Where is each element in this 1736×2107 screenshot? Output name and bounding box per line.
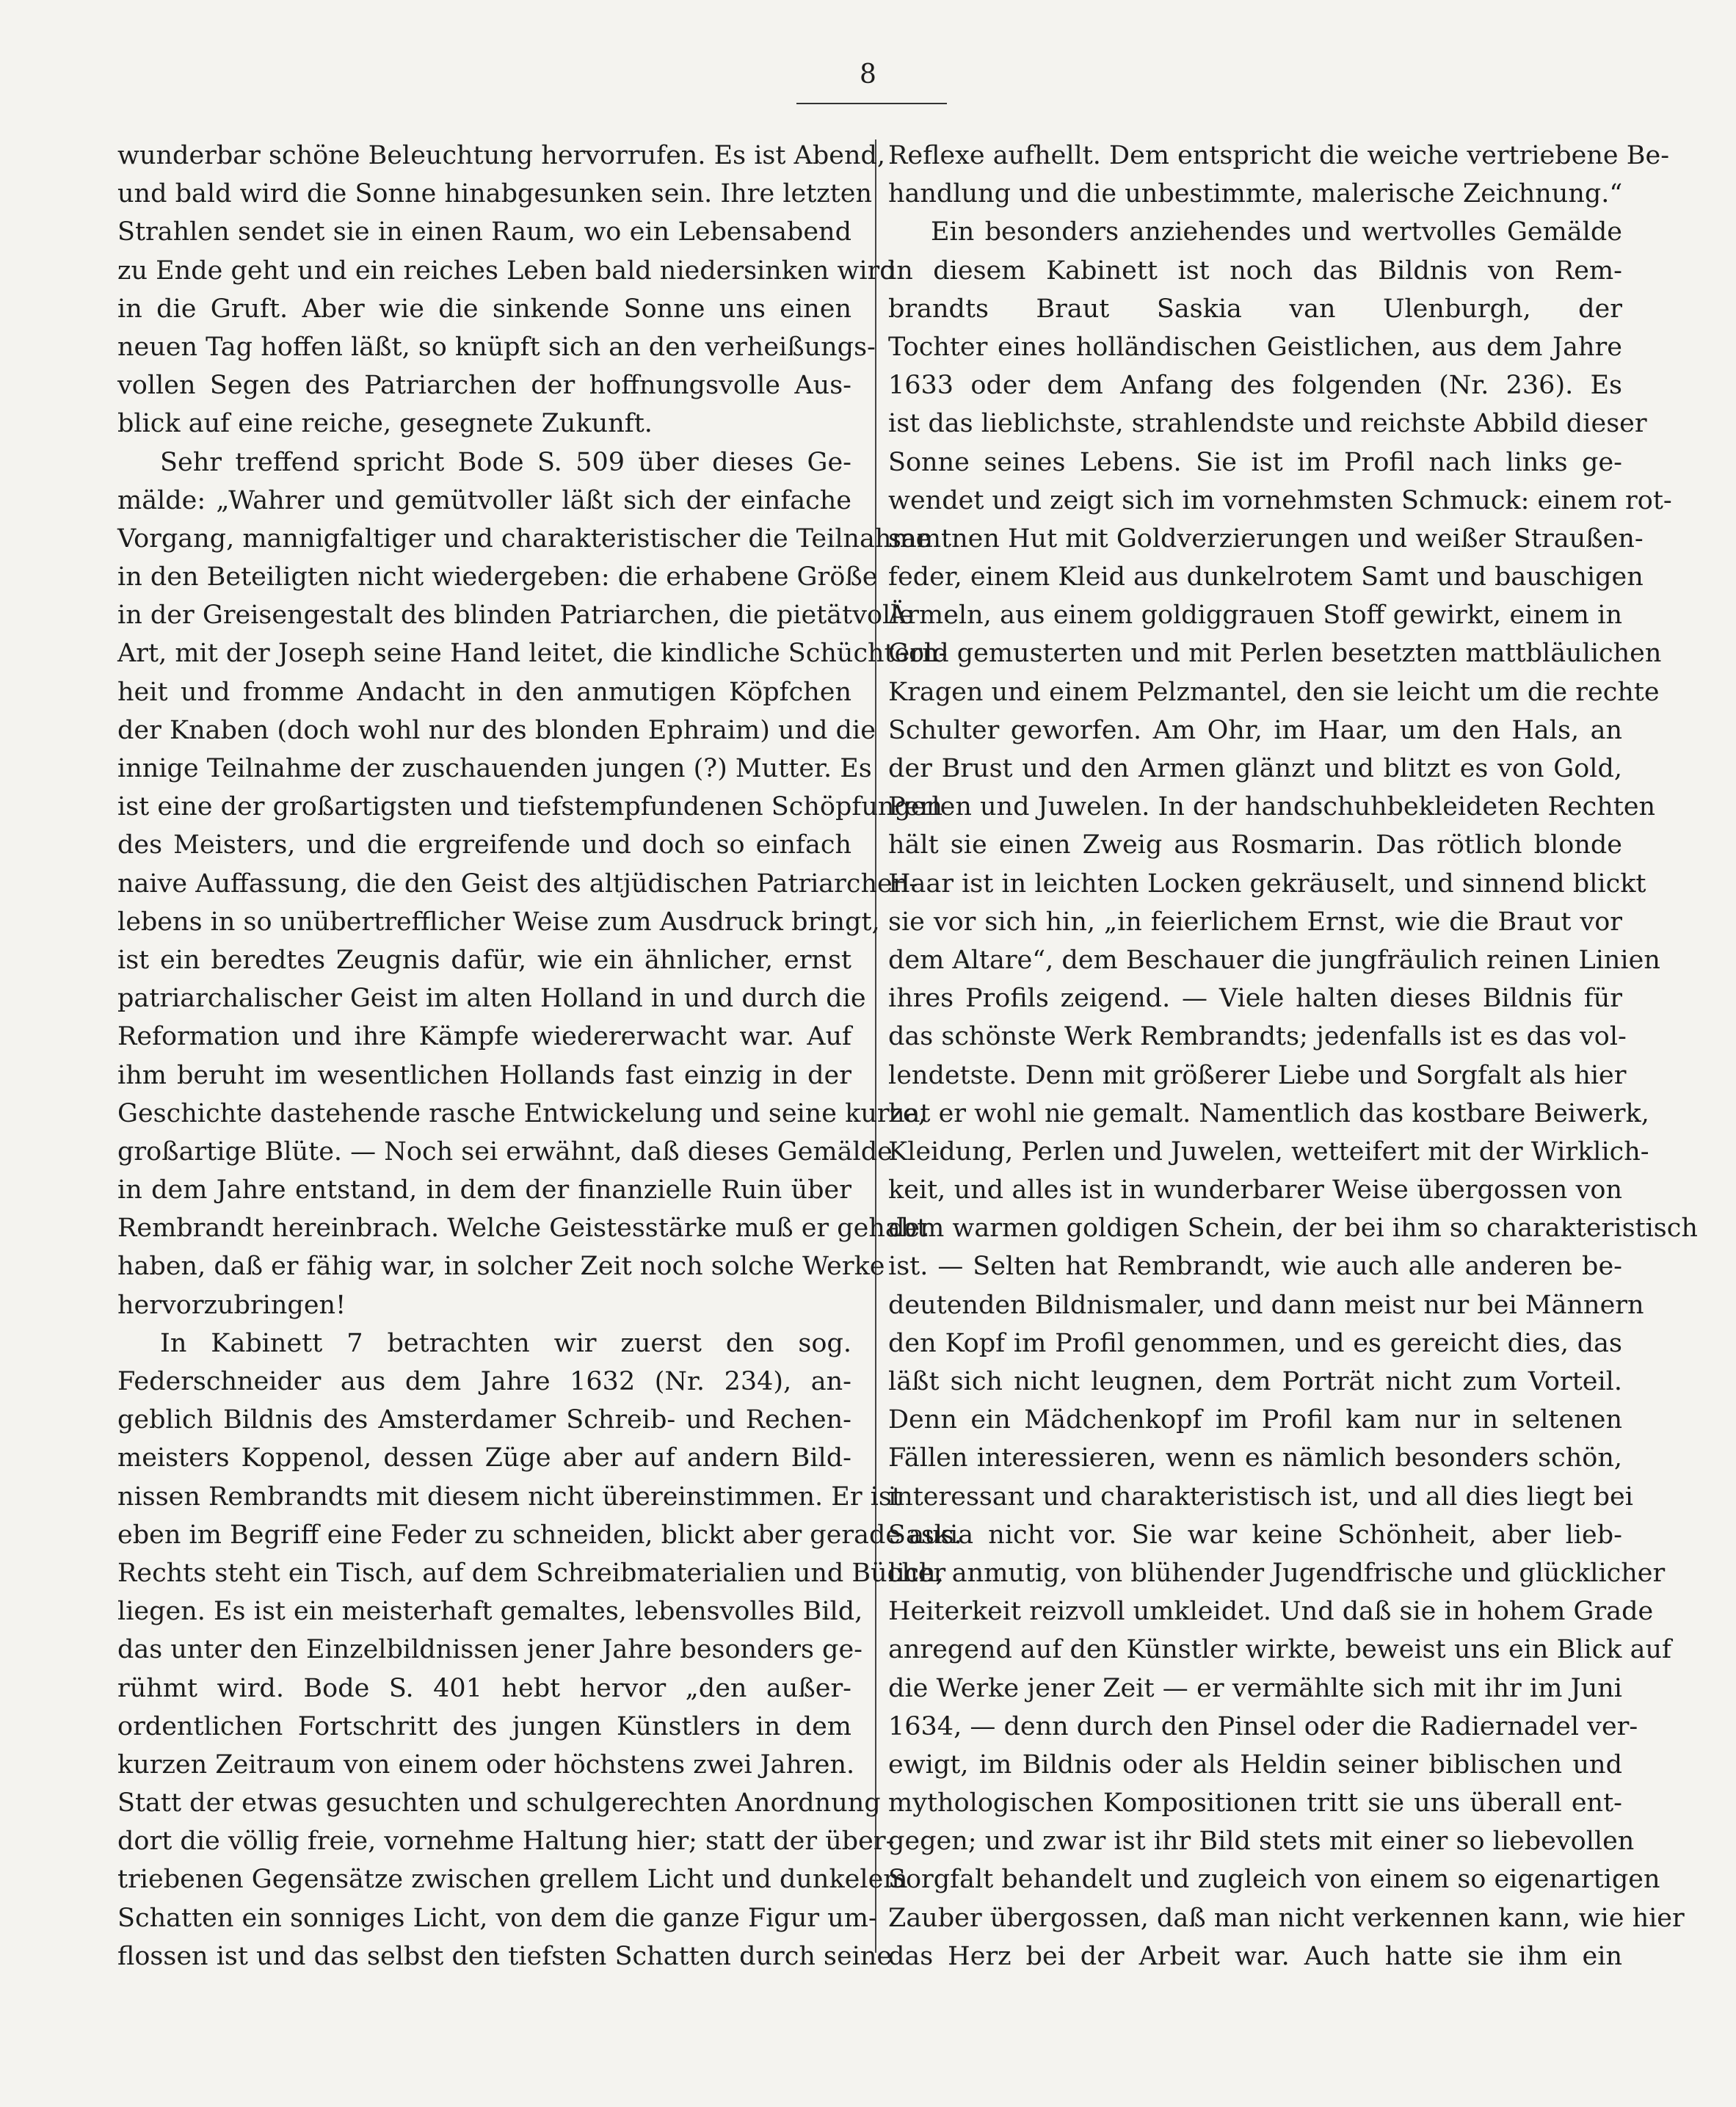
text-line: Reformation und ihre Kämpfe wiedererwacht war. Auf xyxy=(117,1022,851,1052)
text-line: das Herz bei der Arbeit war. Auch hatte sie ihm ein xyxy=(888,1941,1622,1971)
text-line: ewigt, im Bildnis oder als Heldin seiner biblischen und xyxy=(888,1749,1622,1780)
text-line: ihres Profils zeigend. — Viele halten dieses Bildnis für xyxy=(888,984,1622,1014)
text-line: Geschichte dastehende rasche Entwickelung und seine kurze, xyxy=(117,1098,926,1128)
text-line: Kleidung, Perlen und Juwelen, wetteifert mit der Wirklich- xyxy=(888,1136,1649,1167)
text-line: patriarchalischer Geist im alten Holland in und durch die xyxy=(117,984,866,1014)
text-line: keit, und alles ist in wunderbarer Weise übergossen von xyxy=(888,1175,1622,1205)
text-line: Saskia nicht vor. Sie war keine Schönheit, aber lieb- xyxy=(888,1520,1622,1550)
text-line: ist das lieblichste, strahlendste und reichste Abbild dieser xyxy=(888,409,1647,439)
text-line: in die Gruft. Aber wie die sinkende Sonne uns einen xyxy=(117,294,851,324)
text-line: mythologischen Kompositionen tritt sie uns überall ent- xyxy=(888,1788,1622,1818)
text-line: samtnen Hut mit Goldverzierungen und weißer Straußen- xyxy=(888,523,1644,554)
text-line: hält sie einen Zweig aus Rosmarin. Das rötlich blonde xyxy=(888,830,1622,860)
text-line: der Knaben (doch wohl nur des blonden Ephraim) und die xyxy=(117,715,876,745)
text-line: blick auf eine reiche, gesegnete Zukunft. xyxy=(117,409,653,439)
text-line: Rembrandt hereinbrach. Welche Geistesstärke muß er gehabt xyxy=(117,1214,928,1244)
text-line: lebens in so unübertrefflicher Weise zum Ausdruck bringt, xyxy=(117,907,880,937)
text-line: wunderbar schöne Beleuchtung hervorrufen. Es ist Abend, xyxy=(117,141,886,170)
text-line: dem warmen goldigen Schein, der bei ihm so charakteristisch xyxy=(888,1214,1698,1244)
text-line: deutenden Bildnismaler, und dann meist nur bei Männern xyxy=(888,1290,1644,1320)
text-line: in diesem Kabinett ist noch das Bildnis von Rem- xyxy=(888,255,1622,286)
text-line: 1634, — denn durch den Pinsel oder die Radiernadel ver- xyxy=(888,1711,1638,1741)
text-line: den Kopf im Profil genommen, und es gereicht dies, das xyxy=(888,1328,1622,1358)
text-line: Denn ein Mädchenkopf im Profil kam nur in seltenen xyxy=(888,1405,1622,1435)
text-line: ist. — Selten hat Rembrandt, wie auch alle anderen be- xyxy=(888,1252,1622,1282)
text-line: rühmt wird. Bode S. 401 hebt hervor „den außer- xyxy=(117,1673,851,1703)
text-line: liegen. Es ist ein meisterhaft gemaltes, lebensvolles Bild, xyxy=(117,1597,863,1627)
text-line: geblich Bildnis des Amsterdamer Schreib- und Rechen- xyxy=(117,1405,851,1435)
text-line: großartige Blüte. — Noch sei erwähnt, daß dieses Gemälde xyxy=(117,1136,893,1167)
text-line: Zauber übergossen, daß man nicht verkennen kann, wie hier xyxy=(888,1903,1685,1933)
page-number: 8 xyxy=(860,59,876,90)
text-line: 1633 oder dem Anfang des folgenden (Nr. 236). Es xyxy=(888,371,1622,401)
text-line: Strahlen sendet sie in einen Raum, wo ein Lebensabend xyxy=(117,217,851,247)
text-line: anregend auf den Künstler wirkte, beweist uns ein Blick auf xyxy=(888,1635,1671,1665)
text-line: brandts Braut Saskia van Ulenburgh, der xyxy=(888,294,1622,324)
text-line: ihm beruht im wesentlichen Hollands fast einzig in der xyxy=(117,1060,851,1090)
text-line: dem Altare“, dem Beschauer die jungfräulich reinen Linien xyxy=(888,945,1660,975)
text-line: Fällen interessieren, wenn es nämlich besonders schön, xyxy=(888,1443,1622,1473)
header-rule xyxy=(796,103,947,104)
left-column xyxy=(117,137,962,1976)
text-line: des Meisters, und die ergreifende und doch so einfach xyxy=(117,830,851,860)
text-line: Heiterkeit reizvoll umkleidet. Und daß sie in hohem Grade xyxy=(888,1597,1654,1627)
right-column xyxy=(888,137,1698,1976)
text-line: Vorgang, mannigfaltiger und charakteristischer die Teilnahme xyxy=(117,523,931,554)
text-line: Reflexe aufhellt. Dem entspricht die weiche vertriebene Be- xyxy=(888,141,1670,170)
text-line: mälde: „Wahrer und gemütvoller läßt sich der einfache xyxy=(117,485,851,515)
text-line: heit und fromme Andacht in den anmutigen Köpfchen xyxy=(117,677,851,707)
text-line: lendetste. Denn mit größerer Liebe und Sorgfalt als hier xyxy=(888,1060,1627,1090)
text-line: neuen Tag hoffen läßt, so knüpft sich an den verheißungs- xyxy=(117,332,876,362)
text-line: das schönste Werk Rembrandts; jedenfalls ist es das vol- xyxy=(888,1022,1627,1052)
text-line: haben, daß er fähig war, in solcher Zeit noch solche Werke xyxy=(117,1252,885,1282)
text-line: Ein besonders anziehendes und wertvolles Gemälde xyxy=(931,217,1622,247)
text-line: in der Greisengestalt des blinden Patriarchen, die pietätvolle xyxy=(117,601,915,631)
text-line: Perlen und Juwelen. In der handschuhbekleideten Rechten xyxy=(888,792,1656,822)
text-line: Ärmeln, aus einem goldiggrauen Stoff gewirkt, einem in xyxy=(888,601,1622,631)
text-line: sie vor sich hin, „in feierlichem Ernst, wie die Braut vor xyxy=(888,907,1622,937)
text-line: Sehr treffend spricht Bode S. 509 über dieses Ge- xyxy=(160,447,851,477)
text-line: interessant und charakteristisch ist, und all dies liegt bei xyxy=(888,1482,1633,1512)
text-line: nissen Rembrandts mit diesem nicht übereinstimmen. Er ist xyxy=(117,1482,902,1512)
text-line: eben im Begriff eine Feder zu schneiden, blickt aber gerade aus. xyxy=(117,1520,962,1550)
text-line: der Brust und den Armen glänzt und blitzt es von Gold, xyxy=(888,754,1622,783)
text-line: Sonne seines Lebens. Sie ist im Profil nach links ge- xyxy=(888,447,1622,477)
text-line: Art, mit der Joseph seine Hand leitet, die kindliche Schüchtern- xyxy=(117,639,948,669)
column-divider xyxy=(875,139,876,1953)
text-line: Tochter eines holländischen Geistlichen, aus dem Jahre xyxy=(888,332,1622,362)
text-line: ist eine der großartigsten und tiefstempfundenen Schöpfungen xyxy=(117,792,943,822)
text-line: Federschneider aus dem Jahre 1632 (Nr. 234), an- xyxy=(117,1367,851,1396)
text-line: vollen Segen des Patriarchen der hoffnungsvolle Aus- xyxy=(117,371,851,401)
text-line: das unter den Einzelbildnissen jener Jahre besonders ge- xyxy=(117,1635,862,1665)
text-line: meisters Koppenol, dessen Züge aber auf andern Bild- xyxy=(117,1443,851,1473)
text-line: innige Teilnahme der zuschauenden jungen (?) Mutter. Es xyxy=(117,754,872,783)
text-line: triebenen Gegensätze zwischen grellem Licht und dunkelem xyxy=(117,1865,908,1895)
text-line: gegen; und zwar ist ihr Bild stets mit einer so liebevollen xyxy=(888,1827,1635,1857)
text-line: dort die völlig freie, vornehme Haltung hier; statt der über- xyxy=(117,1827,895,1857)
text-line: In Kabinett 7 betrachten wir zuerst den sog. xyxy=(160,1328,851,1358)
text-line: lich, anmutig, von blühender Jugendfrische und glücklicher xyxy=(888,1558,1666,1588)
text-line: naive Auffassung, die den Geist des altjüdischen Patriarchen- xyxy=(117,868,918,899)
text-line: hervorzubringen! xyxy=(117,1290,346,1320)
text-line: läßt sich nicht leugnen, dem Porträt nicht zum Vorteil. xyxy=(888,1367,1622,1396)
text-line: in dem Jahre entstand, in dem der finanzielle Ruin über xyxy=(117,1175,851,1205)
text-line: Gold gemusterten und mit Perlen besetzten mattbläulichen xyxy=(888,639,1662,669)
text-line: Kragen und einem Pelzmantel, den sie leicht um die rechte xyxy=(888,677,1660,707)
text-line: ordentlichen Fortschritt des jungen Künstlers in dem xyxy=(117,1711,851,1741)
text-line: Schatten ein sonniges Licht, von dem die ganze Figur um- xyxy=(117,1903,877,1933)
text-line: Rechts steht ein Tisch, auf dem Schreibmaterialien und Bücher xyxy=(117,1558,946,1588)
text-line: wendet und zeigt sich im vornehmsten Schmuck: einem rot- xyxy=(888,485,1672,515)
text-line: Haar ist in leichten Locken gekräuselt, und sinnend blickt xyxy=(888,868,1646,899)
text-line: handlung und die unbestimmte, malerische Zeichnung.“ xyxy=(888,179,1623,209)
text-line: zu Ende geht und ein reiches Leben bald niedersinken wird xyxy=(117,255,896,286)
text-line: Sorgfalt behandelt und zugleich von einem so eigenartigen xyxy=(888,1865,1660,1895)
text-line: feder, einem Kleid aus dunkelrotem Samt und bauschigen xyxy=(888,562,1644,592)
text-line: hat er wohl nie gemalt. Namentlich das kostbare Beiwerk, xyxy=(888,1098,1649,1128)
text-line: kurzen Zeitraum von einem oder höchstens zwei Jahren. xyxy=(117,1749,855,1780)
text-line: die Werke jener Zeit — er vermählte sich mit ihr im Juni xyxy=(888,1673,1622,1703)
text-line: in den Beteiligten nicht wiedergeben: die erhabene Größe xyxy=(117,562,878,592)
text-line: Schulter geworfen. Am Ohr, im Haar, um den Hals, an xyxy=(888,715,1622,745)
text-line: flossen ist und das selbst den tiefsten Schatten durch seine xyxy=(117,1941,893,1971)
text-line: Statt der etwas gesuchten und schulgerechten Anordnung xyxy=(117,1788,881,1818)
text-line: und bald wird die Sonne hinabgesunken sein. Ihre letzten xyxy=(117,179,873,209)
text-line: ist ein beredtes Zeugnis dafür, wie ein ähnlicher, ernst xyxy=(117,945,851,975)
